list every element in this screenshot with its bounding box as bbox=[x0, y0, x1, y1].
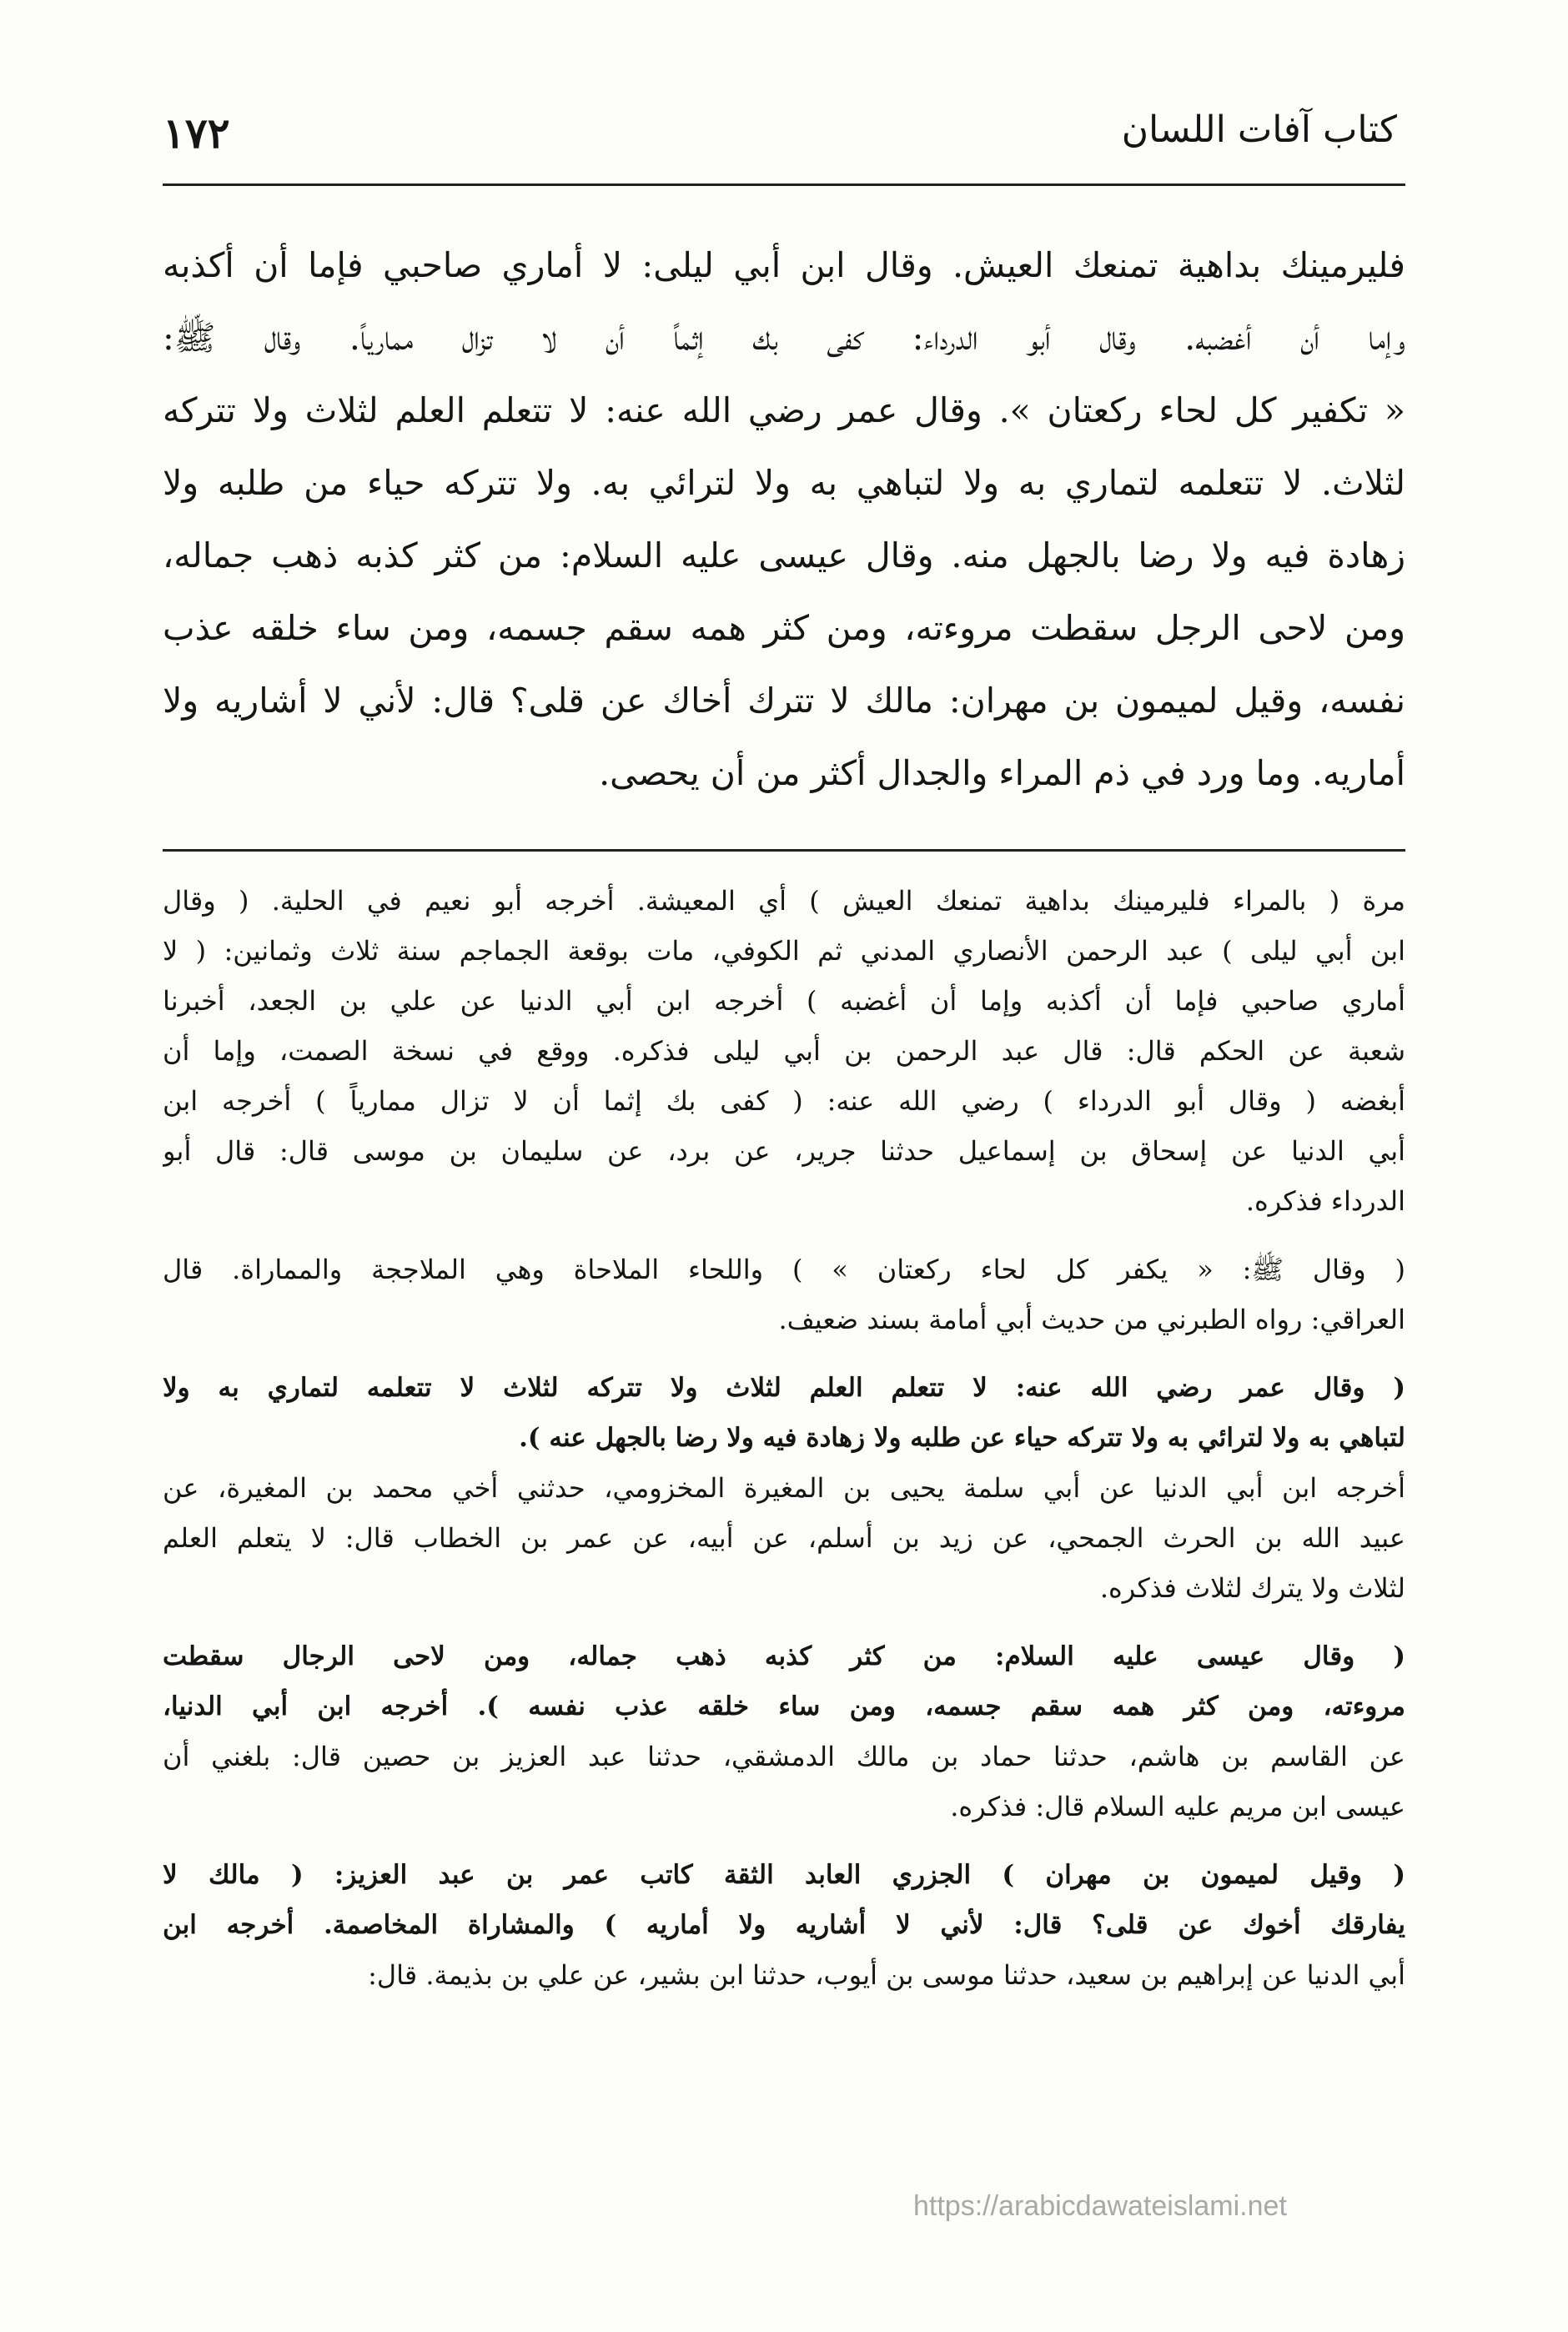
main-line: فليرمينك بداهية تمنعك العيش. وقال ابن أبي ليلى: لا أماري صاحبي فإما أن أكذبه bbox=[163, 245, 1405, 285]
main-line: نفسه، وقيل لميمون بن مهران: مالك لا تترك أخاك عن قلى؟ قال: لأني لا أشاريه ولا bbox=[163, 681, 1405, 721]
note-umar bbox=[163, 1363, 1405, 1613]
main-line: أماريه. وما ورد في ذم المراء والجدال أكثر من أن يحصى. bbox=[599, 753, 1405, 793]
note-line: أبي الدنيا عن إبراهيم بن سعيد، حدثنا موسى بن أيوب، حدثنا ابن بشير، عن علي بن بذيمة. قال: bbox=[368, 1959, 1405, 1991]
note-quote-line: مروءته، ومن كثر همه سقم جسمه، ومن ساء خلقه عذب نفسه ). أخرجه ابن أبي الدنيا، bbox=[163, 1691, 1405, 1721]
main-line: زهادة فيه ولا رضا بالجهل منه. وقال عيسى عليه السلام: من كثر كذبه ذهب جماله، bbox=[163, 535, 1405, 575]
note-line: عيسى ابن مريم عليه السلام قال: فذكره. bbox=[950, 1791, 1405, 1822]
header-rule bbox=[163, 183, 1405, 186]
main-line: « تكفير كل لحاء ركعتان ». وقال عمر رضي الله عنه: لا تتعلم العلم لثلاث ولا تتركه bbox=[163, 390, 1405, 430]
note-line: عن القاسم بن هاشم، حدثنا حماد بن مالك الدمشقي، حدثنا عبد العزيز بن حصين قال: بلغني أن bbox=[163, 1741, 1405, 1772]
main-text bbox=[163, 229, 1405, 847]
note-line: أبي الدنيا عن إسحاق بن إسماعيل حدثنا جرير، عن برد، عن سليمان بن موسى قال: قال أبو bbox=[163, 1135, 1405, 1167]
note-quote-line: ( وقال عمر رضي الله عنه: لا تتعلم العلم لثلاث ولا تتركه لثلاث لا تتعلمه لتماري به ولا bbox=[163, 1373, 1405, 1403]
commentary-notes bbox=[163, 876, 1405, 2160]
note-line: أبغضه ( وقال أبو الدرداء ) رضي الله عنه: ( كفى بك إثما أن لا تزال ممارياً ) أخرجه ابن bbox=[163, 1085, 1405, 1117]
note-line: ابن أبي ليلى ) عبد الرحمن الأنصاري المدني ثم الكوفي، مات بوقعة الجماجم سنة ثلاث وثمانين: ( لا bbox=[163, 935, 1405, 967]
note-maymun bbox=[163, 1850, 1405, 2000]
note-quote-line: ( وقيل لميمون بن مهران ) الجزري العابد الثقة كاتب عمر بن عبد العزيز: ( مالك لا bbox=[163, 1860, 1405, 1890]
footnote-separator bbox=[163, 849, 1405, 852]
watermark-url: https://arabicdawateislami.net bbox=[913, 2190, 1287, 2222]
note-line: ( وقال ﷺ: « يكفر كل لحاء ركعتان » ) واللحاء الملاحاة وهي الملاججة والمماراة. قال bbox=[163, 1254, 1405, 1285]
note-isa bbox=[163, 1631, 1405, 1832]
note-line: الدرداء فذكره. bbox=[1245, 1185, 1405, 1217]
note-quote-line: يفارقك أخوك عن قلى؟ قال: لأني لا أشاريه ولا أماريه ) والمشاراة المخاصمة. أخرجه ابن bbox=[163, 1910, 1405, 1940]
main-line: ومن لاحى الرجل سقطت مروءته، ومن كثر همه سقم جسمه، ومن ساء خلقه عذب bbox=[163, 608, 1405, 648]
note-line: أخرجه ابن أبي الدنيا عن أبي سلمة يحيى بن المغيرة المخزومي، حدثني أخي محمد بن المغيرة، عن bbox=[163, 1472, 1405, 1504]
note-quote-line: ( وقال عيسى عليه السلام: من كثر كذبه ذهب جماله، ومن لاحى الرجال سقطت bbox=[163, 1641, 1405, 1671]
note-line: شعبة عن الحكم قال: قال عبد الرحمن بن أبي ليلى فذكره. ووقع في نسخة الصمت، وإما أن bbox=[163, 1035, 1405, 1067]
note-ibn-abi-layla bbox=[163, 876, 1405, 1226]
note-line: عبيد الله بن الحرث الجمحي، عن زيد بن أسلم، عن أبيه، عن عمر بن الخطاب قال: لا يتعلم العلم bbox=[163, 1522, 1405, 1554]
page-number: ١٧٢ bbox=[163, 108, 230, 158]
main-line: وإما أن أغضبه. وقال أبو الدرداء: كفى بك إثماً أن لا تزال ممارياً. وقال ﷺ: bbox=[163, 318, 1405, 358]
note-line: أماري صاحبي فإما أن أكذبه وإما أن أغضبه ) أخرجه ابن أبي الدنيا عن علي بن الجعد، أخبرنا bbox=[163, 985, 1405, 1017]
note-quote-line: لتباهي به ولا لترائي به ولا تتركه حياء عن طلبه ولا زهادة فيه ولا رضا بالجهل عنه ). bbox=[519, 1423, 1405, 1453]
main-line: لثلاث. لا تتعلمه لتماري به ولا لتباهي به ولا لترائي به. ولا تتركه حياء من طلبه ولا bbox=[163, 463, 1405, 503]
running-head-title: كتاب آفات اللسان bbox=[1121, 108, 1397, 151]
note-line: مرة ( بالمراء فليرمينك بداهية تمنعك العيش ) أي المعيشة. أخرجه أبو نعيم في الحلية. ( وقال bbox=[163, 885, 1405, 917]
note-lihaa bbox=[163, 1244, 1405, 1344]
note-line: العراقي: رواه الطبرني من حديث أبي أمامة بسند ضعيف. bbox=[778, 1304, 1405, 1335]
note-line: لثلاث ولا يترك لثلاث فذكره. bbox=[1099, 1572, 1405, 1604]
